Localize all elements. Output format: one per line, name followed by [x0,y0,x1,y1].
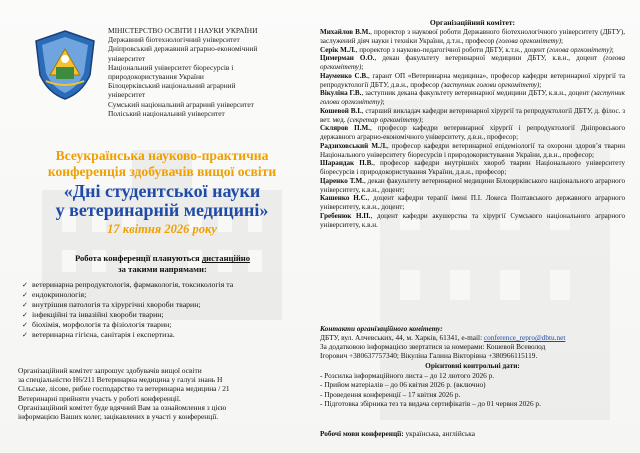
institution-line: Дніпровський державний аграрно-економічний [108,44,258,54]
committee-list [320,28,625,229]
committee-member: Михайлов В.М., проректор з наукової роботи Державного біотехнологічного університету (ДБТУ), заслужений діяч науки і техніки України, д.т.н., професор (голова оргкомітету); [320,28,625,45]
institution-line: Сумський національний аграрний університет [108,99,254,109]
format-prefix: Робота конференції плануються [74,253,202,263]
institution-list [108,26,308,118]
invitation-line: Організаційний комітет запрошує здобувачів вищої освіти [18,366,202,375]
invitation-line: Організаційний комітет буде вдячний Вам за ознайомлення з цією [18,402,227,412]
conference-name-line2: у ветеринарній медицині» [55,200,269,220]
direction-item: ✓ внутрішня патологія та хірургічні хвороби тварин; [22,300,307,310]
institution-line: університет [108,90,146,100]
deadline-item: - Проведення конференції – 17 квітня 2026 р. [320,389,461,399]
committee-member: Кошевой В.І., старший викладач кафедри ветеринарної хірургії та репродуктології ДБТУ, д. філос. з вет. мед. (секретар оргкомітету); [320,106,625,124]
institution-line: МІНІСТЕРСТВО ОСВІТИ І НАУКИ УКРАЇНИ [108,26,258,35]
deadlines-section [320,361,625,409]
conference-type-line2: конференція здобувачів вищої освіти [47,164,277,179]
committee-member: Серік М.Л., проректор з науково-педагогічної роботи ДБТУ, к.т.н., доцент (голова оргкомітету); [320,45,614,54]
languages-label: Робочі мови конференції: [320,429,404,438]
conference-type-line1: Всеукраїнська науково-практична [55,148,269,163]
direction-item: ✓ біохімія, морфологія та фізіологія тварин; [22,320,307,330]
committee-member: Царенко Т.М., декан факультету ветеринарної медицини Білоцерківського національного аграрного університету, к.в.н., доцент; [320,176,625,194]
conference-date: 17 квітня 2026 року [107,222,217,236]
deadline-item: - Розсилка інформаційного листа – до 12 лютого 2026 р. [320,370,495,380]
invitation-text [18,366,308,421]
contacts-heading: Контакти організаційного комітету: [320,324,443,333]
institution-line: Національний університет біоресурсів і [108,62,234,72]
committee-member: Цимерман О.О., декан факультету ветеринарної медицини ДБТУ, к.в.н., доцент (голова оргкомітету); [320,54,625,71]
institution-line: університет [108,53,146,63]
committee-member: Скляров П.М., професор кафедри ветеринарної хірургії і репродуктології Дніпровського державного аграрно-економічного університету, д.в.н., професор; [320,124,625,141]
deadline-item: - Прийом матеріалів – до 06 квітня 2026 р. (включно) [320,380,486,390]
institution-line: природокористування України [108,72,204,82]
invitation-line: за спеціальністю Н6/211 Ветеринарна медицина у галузі знань Н [18,375,223,385]
committee-member: Кашенко Н.С., доцент кафедри терапії імені П.І. Локеса Полтавського державного аграрного університету, к.в.н., доцент; [320,194,625,211]
directions-list [22,280,307,340]
committee-member: Вікуліна Г.В., заступник декана факультету ветеринарної медицини ДБТУ, к.в.н., доцент (заступник голови оргкомітету); [320,89,625,106]
committee-heading: Організаційний комітет: [429,18,516,27]
committee-member: Радзиховський М.Л., професор кафедри ветеринарної епідеміології та охорони здоров’я тварин Національного університету біоресурсів і природокористування України, д.в.н., професор; [320,141,625,159]
institution-line: Білоцерківський національний аграрний [108,81,236,91]
direction-item: ✓ інфекційні та інвазійні хвороби тварин; [22,310,307,320]
invitation-line: Сільське, лісове, рибне господарство та ветеринарна медицина / 21 [18,384,230,394]
languages-section [320,429,625,438]
committee-member: Шарандак П.В., професор кафедри внутрішніх хвороб тварин Національного університету біоресурсів і природокористування України, д.в.н., професор; [320,159,625,176]
contacts-phone-line: Ігорович +380637757340; Вікуліна Галина Вікторівна +380966115119. [320,351,538,360]
conference-name-line1: «Дні студентської науки [63,181,261,201]
contact-email-link[interactable]: conference_repro@dbtu.net [483,333,566,342]
committee-member: Гребенюк Н.П., доцент кафедри акушерства та хірургії Сумського національного аграрного університету, к.в.н. [320,211,625,229]
deadlines-heading: Орієнтовні контрольні дати: [425,361,520,370]
institution-line: Поліський національний університет [108,108,225,118]
direction-item-continued: ✓ ендокринологія; [22,290,307,300]
committee-member: Науменко С.В., гарант ОП «Ветеринарна медицина», професор кафедри ветеринарної хірургії та репродуктології ДБТУ, д.в.н., професор (заступник голови оргкомітету); [320,71,625,89]
format-directions-heading: за такими напрямами: [118,264,207,274]
format-notice [20,253,305,275]
invitation-line: Ветеринарні прийняти участь у роботі конференції. [18,393,181,403]
deadline-item: - Підготовка збірника тез та видача сертифікатів – до 01 червня 2026 р. [320,399,541,409]
institution-line: Державний біотехнологічний університет [108,35,240,45]
contacts-section [320,324,625,360]
languages-value: українська, англійська [403,429,475,438]
contacts-phone-line: За додатковою інформацією звертатися за номерами: Кошевой Всеволод [320,342,546,351]
university-emblem [32,29,98,101]
contacts-address: ДБТУ, вул. Алчевських, 44, м. Харків, 61341, e-mail: conference_repro@dbtu.net [320,333,566,342]
invitation-line: інформацією Ваших колег, зацікавлених в участі у конференції. [18,412,219,422]
format-remote: дистанційно [201,253,251,263]
direction-item: ✓ ветеринарна репродуктологія, фармакологія, токсикологія та [22,280,307,290]
direction-item: ✓ ветеринарна гігієна, санітарія і експертиза. [22,330,307,340]
